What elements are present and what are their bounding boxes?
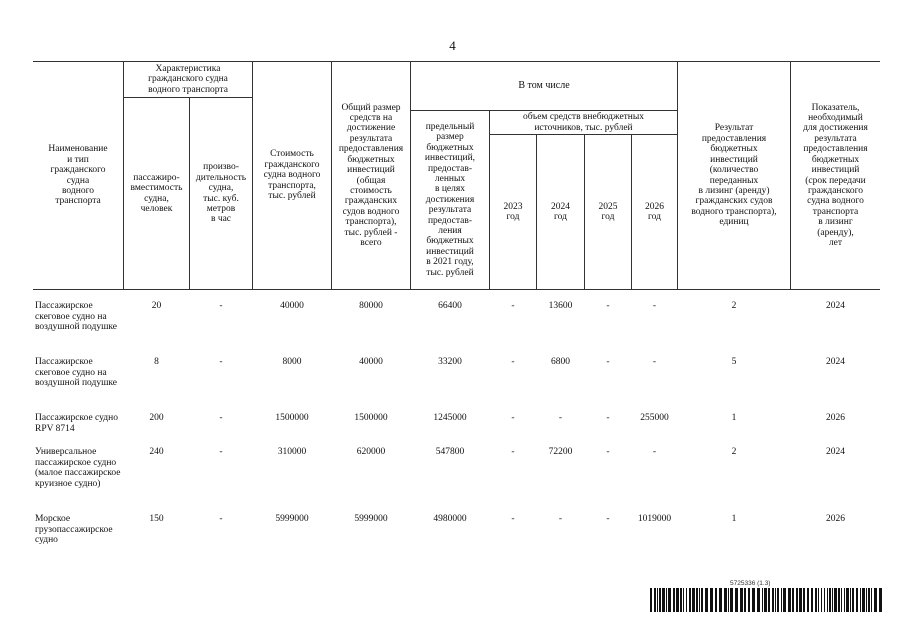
capacity-cell: 150 <box>149 514 164 524</box>
total-cell: 1500000 <box>354 413 388 423</box>
max-size-cell: 33200 <box>438 357 462 367</box>
productivity-cell: - <box>219 357 223 367</box>
vessel-name: Морское грузопассажирское судно <box>35 514 113 546</box>
barcode-number: 5725336 (1.3) <box>730 580 771 587</box>
indicator-cell: 2026 <box>826 413 845 423</box>
year-2023-cell: - <box>511 514 515 524</box>
year-2024-cell: - <box>558 413 563 423</box>
max-size-cell: 66400 <box>438 301 462 311</box>
year-2024-cell: 72200 <box>548 447 573 457</box>
result-cell: 1 <box>731 413 737 423</box>
vessel-name: Универсальное пассажирское судно (малое пассажирское круизное судно) <box>35 447 121 489</box>
year-2026-cell: - <box>652 301 657 311</box>
total-cell: 40000 <box>359 357 383 367</box>
year-2026-cell: 255000 <box>640 413 669 423</box>
header-characteristic: Характеристика гражданского судна водного транспорта <box>148 63 228 95</box>
year-2023-cell: - <box>511 413 515 423</box>
year-2024-cell: 13600 <box>548 301 573 311</box>
capacity-cell: 8 <box>154 357 159 367</box>
header-total: Общий размер средств на достижение результата предоставления бюджетных инвестиций (общая стоимость гражданских судов водного транспорта), тыс. рублей - всего <box>338 102 404 248</box>
header-including: В том числе <box>518 79 570 91</box>
year-2023-cell: - <box>511 301 515 311</box>
cost-cell: 310000 <box>277 447 307 457</box>
cost-cell: 40000 <box>280 301 304 311</box>
page-number: 4 <box>449 38 456 53</box>
header-year-2025: 2025 год <box>598 201 618 222</box>
total-cell: 80000 <box>359 301 383 311</box>
header-cost: Стоимость гражданского судна водного транспорта, тыс. рублей <box>263 149 321 202</box>
year-2025-cell: - <box>606 301 610 311</box>
year-2023-cell: - <box>511 447 515 457</box>
total-cell: 5999000 <box>354 514 388 524</box>
header-indicator: Показатель, необходимый для достижения результата предоставления бюджетных инвестиций (срок передачи гражданского судна водного транспорта в лизинг (аренду), лет <box>803 102 868 248</box>
header-capacity: пассажиро- вместимость судна, человек <box>130 172 183 214</box>
capacity-cell: 240 <box>149 447 164 457</box>
cost-cell: 5999000 <box>275 514 309 524</box>
header-name: Наименование и тип гражданского судна водного транспорта <box>48 144 108 207</box>
indicator-cell: 2026 <box>826 514 845 524</box>
cost-cell: 1500000 <box>275 413 309 423</box>
vessel-name: Пассажирское скеговое судно на воздушной подушке <box>35 357 117 389</box>
vessel-name: Пассажирское судно RPV 8714 <box>35 413 118 434</box>
indicator-cell: 2024 <box>826 447 845 457</box>
year-2026-cell: 1019000 <box>637 514 672 524</box>
year-2024-cell: - <box>558 514 563 524</box>
year-2025-cell: - <box>606 514 610 524</box>
result-cell: 1 <box>731 514 737 524</box>
header-result: Результат предоставления бюджетных инвестиций (количество переданных в лизинг (аренду) гражданских судов водного транспорта), единиц <box>691 123 777 228</box>
productivity-cell: - <box>219 301 223 311</box>
max-size-cell: 4980000 <box>433 514 467 524</box>
vessel-name: Пассажирское скеговое судно на воздушной подушке <box>35 301 117 333</box>
year-2025-cell: - <box>606 413 610 423</box>
barcode <box>650 588 886 612</box>
capacity-cell: 200 <box>149 413 164 423</box>
max-size-cell: 547800 <box>435 447 465 457</box>
indicator-cell: 2024 <box>826 301 845 311</box>
result-cell: 5 <box>731 357 737 367</box>
result-cell: 2 <box>731 447 737 457</box>
year-2023-cell: - <box>511 357 515 367</box>
max-size-cell: 1245000 <box>433 413 467 423</box>
header-max-size: предельный размер бюджетных инвестиций, предостав- ленных в целях достижения результата предостав- ления бюджетных инвестиций в 2021 году, тыс. рублей <box>424 121 476 278</box>
header-year-2026: 2026 год <box>645 201 664 222</box>
indicator-cell: 2024 <box>826 357 845 367</box>
cost-cell: 8000 <box>282 357 302 367</box>
productivity-cell: - <box>219 447 223 457</box>
total-cell: 620000 <box>356 447 386 457</box>
year-2026-cell: - <box>652 447 657 457</box>
year-2025-cell: - <box>606 357 610 367</box>
capacity-cell: 20 <box>151 301 162 311</box>
productivity-cell: - <box>219 413 223 423</box>
year-2026-cell: - <box>652 357 657 367</box>
year-2024-cell: 6800 <box>551 357 570 367</box>
header-year-2023: 2023 год <box>503 201 523 222</box>
header-extrabudget: объем средств внебюджетных источников, тыс. рублей <box>522 112 645 133</box>
header-year-2024: 2024 год <box>551 201 570 222</box>
productivity-cell: - <box>219 514 223 524</box>
header-productivity: произво- дительность судна, тыс. куб. метров в час <box>195 162 247 225</box>
result-cell: 2 <box>731 301 737 311</box>
year-2025-cell: - <box>606 447 610 457</box>
